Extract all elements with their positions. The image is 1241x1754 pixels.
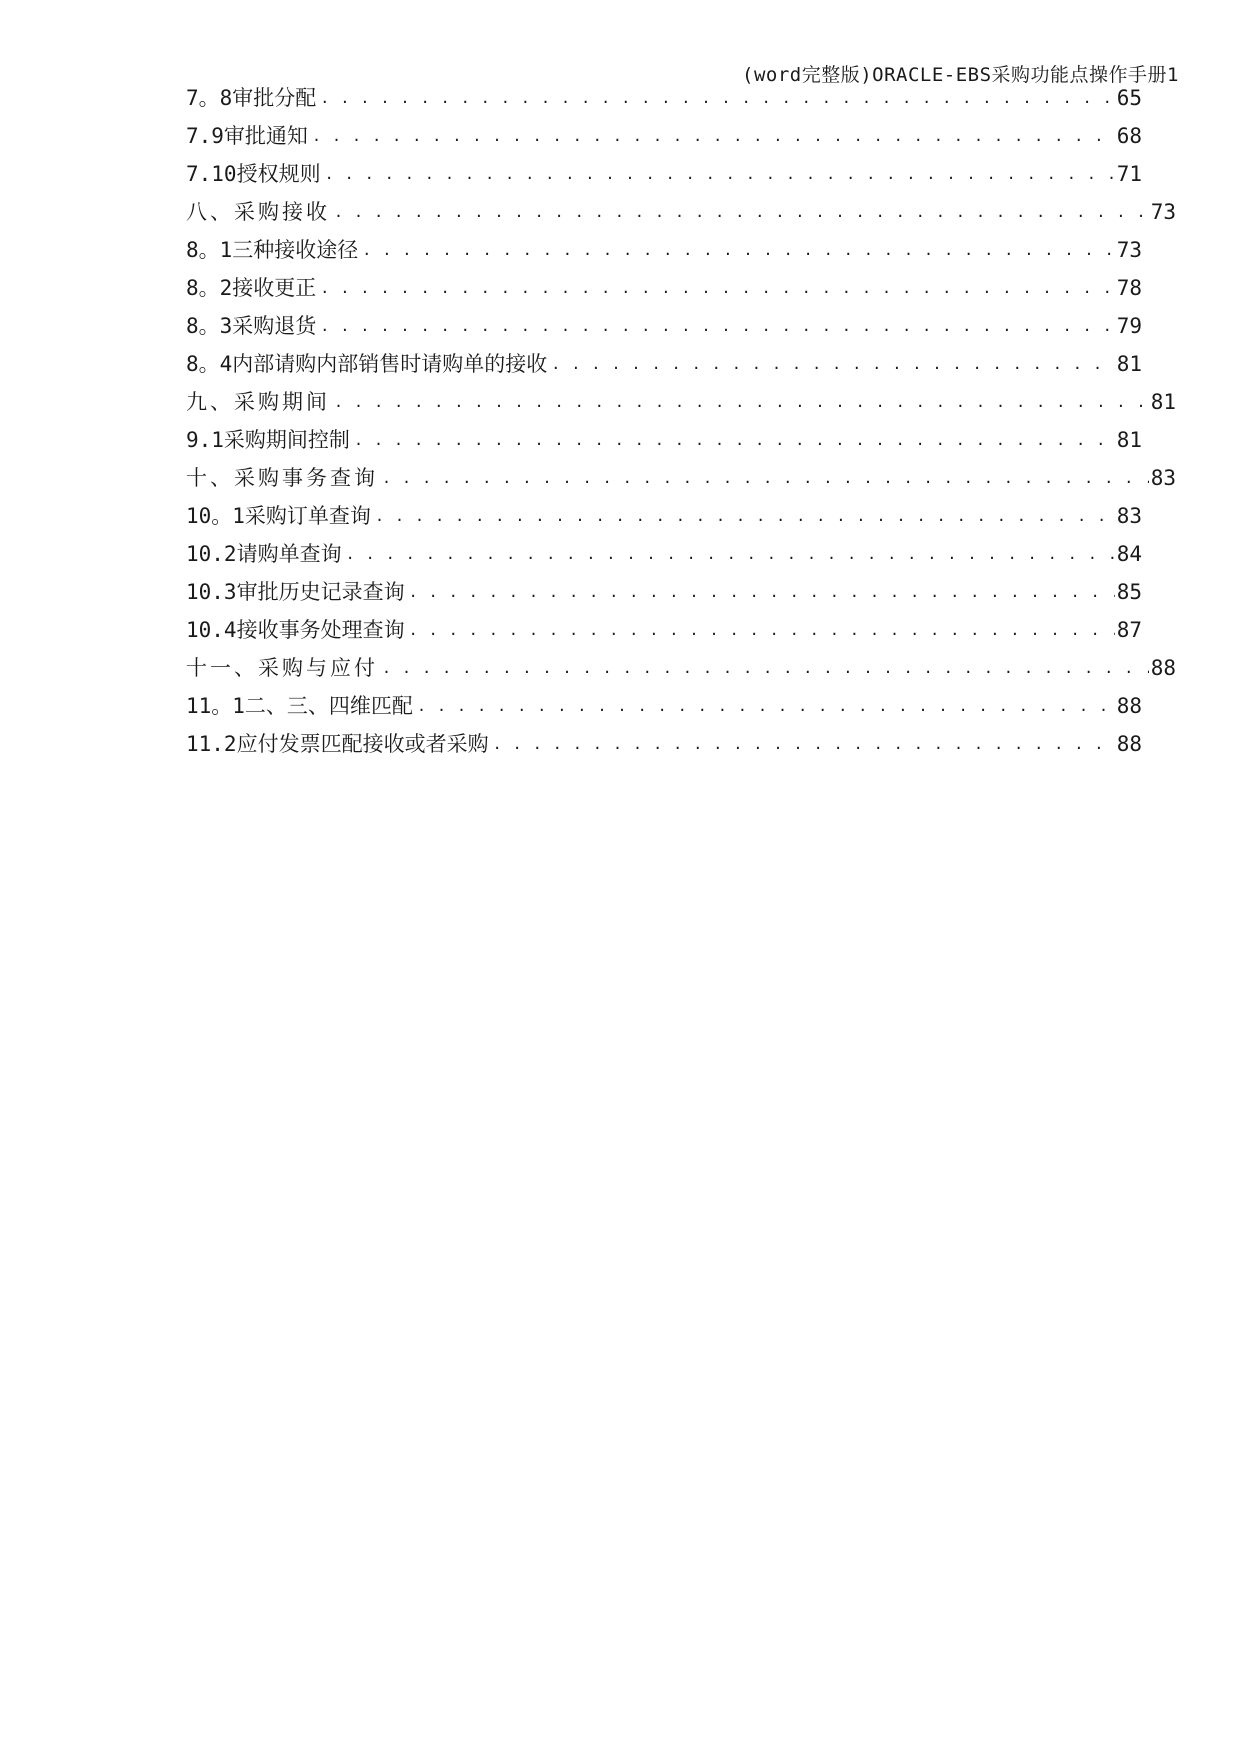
- toc-dot-leader: [382, 654, 1149, 682]
- toc-dot-leader: [320, 84, 1114, 112]
- toc-entry[interactable]: [186, 350, 1142, 378]
- toc-chapter-entry[interactable]: [186, 198, 1176, 226]
- toc-entry[interactable]: [186, 692, 1142, 720]
- toc-entry-page: 85: [1116, 580, 1142, 604]
- toc-entry-page: 65: [1116, 86, 1142, 110]
- toc-entry-page: 88: [1116, 694, 1142, 718]
- toc-entry-title: 9.1采购期间控制: [186, 428, 350, 452]
- toc-entry-page: 68: [1116, 124, 1142, 148]
- toc-chapter-entry[interactable]: [186, 654, 1176, 682]
- toc-entry-page: 81: [1116, 428, 1142, 452]
- toc-dot-leader: [346, 540, 1115, 568]
- toc-entry-title: 八、采购接收: [186, 200, 330, 224]
- toc-entry-title: 10.2请购单查询: [186, 542, 342, 566]
- toc-dot-leader: [320, 274, 1114, 302]
- toc-entry-title: 十一、采购与应付: [186, 656, 378, 680]
- toc-dot-leader: [354, 426, 1115, 454]
- toc-entry-page: 71: [1116, 162, 1142, 186]
- toc-entry[interactable]: [186, 160, 1142, 188]
- toc-entry-title: 7。8审批分配: [186, 86, 317, 110]
- toc-entry-title: 十、采购事务查询: [186, 466, 378, 490]
- toc-entry[interactable]: [186, 502, 1142, 530]
- toc-entry-title: 九、采购期间: [186, 390, 330, 414]
- toc-dot-leader: [375, 502, 1115, 530]
- toc-entry[interactable]: [186, 236, 1142, 264]
- toc-entry-page: 78: [1116, 276, 1142, 300]
- toc-chapter-entry[interactable]: [186, 388, 1176, 416]
- toc-entry-page: 87: [1116, 618, 1142, 642]
- toc-entry[interactable]: [186, 426, 1142, 454]
- toc-entry-page: 88: [1150, 656, 1176, 680]
- toc-entry-page: 79: [1116, 314, 1142, 338]
- page-header: (word完整版)ORACLE-EBS采购功能点操作手册1: [742, 64, 1179, 86]
- toc-entry-page: 73: [1116, 238, 1142, 262]
- toc-entry-title: 11。1二、三、四维匹配: [186, 694, 413, 718]
- toc-entry-title: 8。3采购退货: [186, 314, 317, 338]
- toc-dot-leader: [320, 312, 1114, 340]
- toc-dot-leader: [409, 616, 1115, 644]
- toc-entry-page: 81: [1150, 390, 1176, 414]
- toc-dot-leader: [334, 388, 1149, 416]
- toc-entry[interactable]: [186, 312, 1142, 340]
- toc-entry-page: 73: [1150, 200, 1176, 224]
- toc-entry-title: 7.9审批通知: [186, 124, 308, 148]
- toc-entry[interactable]: [186, 540, 1142, 568]
- toc-entry-title: 10.4接收事务处理查询: [186, 618, 405, 642]
- toc-entry[interactable]: [186, 616, 1142, 644]
- toc-entry-title: 11.2应付发票匹配接收或者采购: [186, 732, 489, 756]
- toc-entry[interactable]: [186, 730, 1142, 758]
- toc-dot-leader: [551, 350, 1114, 378]
- toc-entry-title: 8。4内部请购内部销售时请购单的接收: [186, 352, 548, 376]
- toc-dot-leader: [417, 692, 1115, 720]
- toc-entry[interactable]: [186, 122, 1142, 150]
- toc-entry-page: 81: [1116, 352, 1142, 376]
- toc-entry-title: 10。1采购订单查询: [186, 504, 371, 528]
- toc-entry-title: 8。1三种接收途径: [186, 238, 359, 262]
- toc-entry[interactable]: [186, 84, 1142, 112]
- toc-dot-leader: [409, 578, 1115, 606]
- toc-dot-leader: [362, 236, 1114, 264]
- toc-entry-page: 83: [1116, 504, 1142, 528]
- toc-entry-page: 88: [1116, 732, 1142, 756]
- toc-entry-page: 83: [1150, 466, 1176, 490]
- toc-entry[interactable]: [186, 578, 1142, 606]
- toc-entry-title: 10.3审批历史记录查询: [186, 580, 405, 604]
- toc-dot-leader: [312, 122, 1115, 150]
- toc-chapter-entry[interactable]: [186, 464, 1176, 492]
- toc-entry-title: 7.10授权规则: [186, 162, 321, 186]
- toc-entry[interactable]: [186, 274, 1142, 302]
- toc-dot-leader: [325, 160, 1115, 188]
- toc-dot-leader: [334, 198, 1149, 226]
- toc-dot-leader: [382, 464, 1149, 492]
- toc-entry-page: 84: [1116, 542, 1142, 566]
- toc-entry-title: 8。2接收更正: [186, 276, 317, 300]
- toc-dot-leader: [493, 730, 1115, 758]
